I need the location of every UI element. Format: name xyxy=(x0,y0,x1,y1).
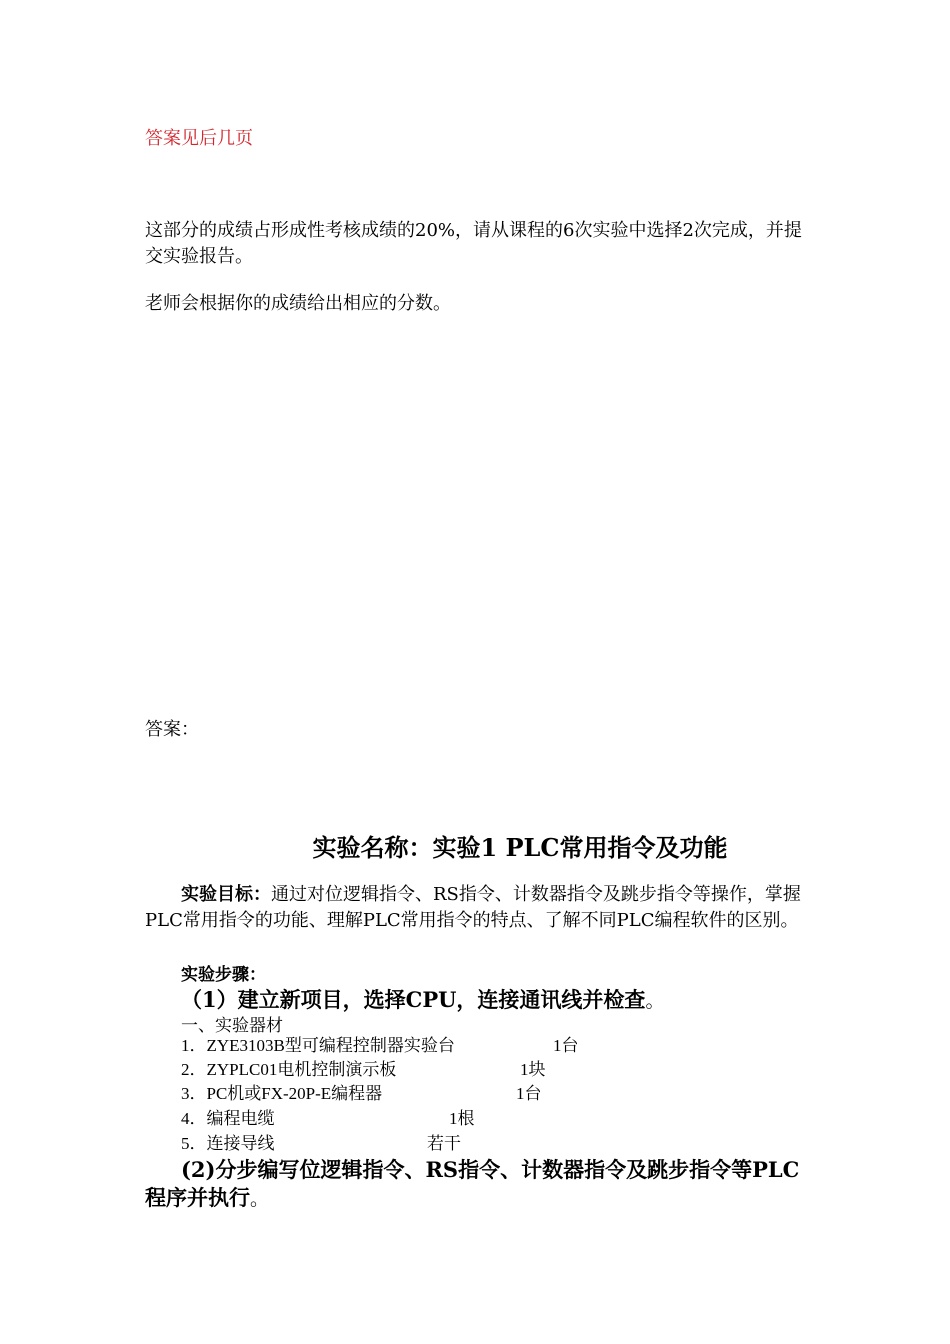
step-1-text: （1）建立新项目，选择CPU，连接通讯线并检查 xyxy=(181,987,646,1012)
intro-paragraph-1: 这部分的成绩占形成性考核成绩的20%，请从课程的6次实验中选择2次完成，并提交实验报告。 xyxy=(145,220,802,267)
step-2-heading xyxy=(145,1156,815,1213)
equipment-qty: 1台 xyxy=(553,1036,579,1055)
equipment-qty: 若干 xyxy=(427,1134,461,1153)
equipment-heading: 一、实验器材 xyxy=(181,1016,283,1036)
intro-paragraph-2: 老师会根据你的成绩给出相应的分数。 xyxy=(145,293,451,314)
equipment-qty: 1根 xyxy=(449,1109,475,1128)
equipment-name: 3．PC机或FX-20P-E编程器 xyxy=(181,1084,383,1103)
equipment-qty: 1块 xyxy=(520,1060,546,1079)
answer-label: 答案： xyxy=(145,719,199,740)
step-2-tail: 。 xyxy=(250,1188,270,1210)
objective-label: 实验目标： xyxy=(181,884,271,905)
experiment-objective xyxy=(145,882,810,934)
objective-text: 通过对位逻辑指令、RS指令、计数器指令及跳步指令等操作，掌握PLC常用指令的功能、理解PLC常用指令的特点、了解不同PLC编程软件的区别。 xyxy=(145,884,801,931)
equipment-name: 4．编程电缆 xyxy=(181,1109,275,1128)
equipment-name: 2．ZYPLC01电机控制演示板 xyxy=(181,1060,397,1079)
step-1-tail: 。 xyxy=(645,990,665,1012)
equipment-name: 1．ZYE3103B型可编程控制器实验台 xyxy=(181,1036,455,1055)
step-1-heading xyxy=(181,984,664,1014)
equipment-name: 5．连接导线 xyxy=(181,1134,275,1153)
equipment-qty: 1台 xyxy=(516,1084,542,1103)
step-2-text: (2)分步编写位逻辑指令、RS指令、计数器指令及跳步指令等PLC程序并执行 xyxy=(145,1157,800,1210)
answer-location-note: 答案见后几页 xyxy=(145,128,253,149)
steps-label: 实验步骤： xyxy=(181,965,266,985)
experiment-title: 实验名称：实验1 PLC常用指令及功能 xyxy=(312,833,728,862)
